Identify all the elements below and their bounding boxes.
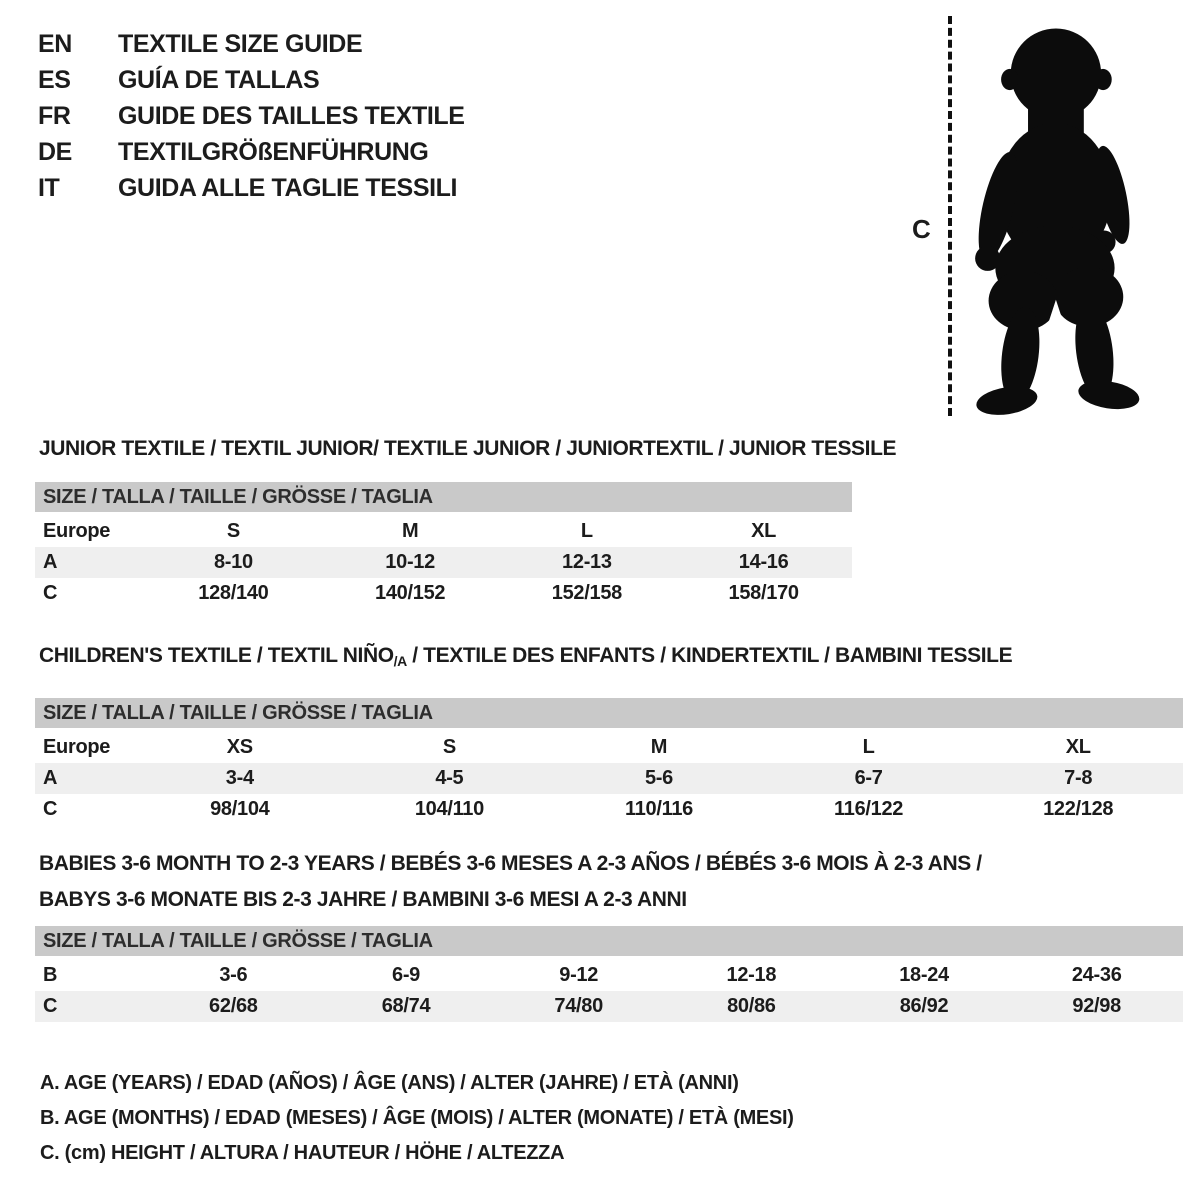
lang-code: EN xyxy=(38,30,72,58)
size-value-cell: L xyxy=(580,520,593,542)
legend-line-age-months: B. AGE (MONTHS) / EDAD (MESES) / ÂGE (MOIS) / ALTER (MONATE) / ETÀ (MESI) xyxy=(40,1107,794,1129)
size-value-cell: M xyxy=(650,736,668,758)
size-value-cell: M xyxy=(401,520,419,542)
size-value-cell: 3-4 xyxy=(225,767,254,789)
size-value-cell: 3-6 xyxy=(219,964,248,986)
size-value-cell: 18-24 xyxy=(899,964,949,986)
row-label: A xyxy=(43,551,58,573)
baby-silhouette-icon xyxy=(962,16,1146,420)
size-value-cell: S xyxy=(442,736,456,758)
size-value-cell: 12-13 xyxy=(562,551,612,573)
height-figure xyxy=(0,0,1200,430)
size-value-cell: 74/80 xyxy=(554,995,603,1017)
size-value-cell: 12-18 xyxy=(726,964,777,986)
size-value-cell: 116/122 xyxy=(834,798,904,820)
size-value-cell: 6-7 xyxy=(854,767,883,789)
size-value-cell: 9-12 xyxy=(559,964,599,986)
row-label: A xyxy=(43,767,58,789)
title-suffix: / TEXTILE DES ENFANTS / KINDERTEXTIL / BAMBINI TESSILE xyxy=(406,644,1013,667)
legend xyxy=(40,1066,794,1171)
lang-code: FR xyxy=(38,102,71,130)
title-prefix: CHILDREN'S TEXTILE / TEXTIL NIÑO xyxy=(39,644,394,667)
section-title: JUNIOR TEXTILE / TEXTIL JUNIOR/ TEXTILE JUNIOR / JUNIORTEXTIL / JUNIOR TESSILE xyxy=(39,437,897,460)
table-row-a xyxy=(35,547,852,578)
size-value-cell: 10-12 xyxy=(385,551,435,573)
size-value-cell: 140/152 xyxy=(375,582,446,604)
table-row-europe xyxy=(35,516,852,547)
size-value-cell: 7-8 xyxy=(1064,767,1093,789)
size-value-cell: 14-16 xyxy=(738,551,789,573)
children-size-table xyxy=(35,698,1183,825)
legend-line-height: C. (cm) HEIGHT / ALTURA / HAUTEUR / HÖHE / ALTEZZA xyxy=(40,1142,565,1164)
size-value-cell: 80/86 xyxy=(727,995,776,1017)
size-value-cell: S xyxy=(226,520,240,542)
section-children-textile xyxy=(35,644,1183,825)
size-value-cell: XL xyxy=(1065,736,1091,758)
lang-title: GUIDE DES TAILLES TEXTILE xyxy=(118,102,465,130)
table-row-c xyxy=(35,794,1183,825)
section-junior-textile xyxy=(35,437,897,609)
lang-code: ES xyxy=(38,66,71,94)
lang-title: GUIDA ALLE TAGLIE TESSILI xyxy=(118,174,458,202)
lang-title: TEXTILGRÖßENFÜHRUNG xyxy=(118,138,429,166)
size-value-cell: 122/128 xyxy=(1043,798,1114,820)
size-value-cell: 92/98 xyxy=(1072,995,1121,1017)
row-label: Europe xyxy=(43,736,111,758)
size-value-cell: L xyxy=(862,736,875,758)
size-value-cell: 62/68 xyxy=(209,995,258,1017)
height-measure-dashed-line xyxy=(948,16,952,416)
size-table-header: SIZE / TALLA / TAILLE / GRÖSSE / TAGLIA xyxy=(35,482,852,512)
size-value-cell: 86/92 xyxy=(899,995,949,1017)
lang-code: DE xyxy=(38,138,72,166)
section-title-line-1: BABIES 3-6 MONTH TO 2-3 YEARS / BEBÉS 3-6 MESES A 2-3 AÑOS / BÉBÉS 3-6 MOIS À 2-3 ANS / xyxy=(39,852,982,875)
size-value-cell: 24-36 xyxy=(1071,964,1122,986)
table-row-c xyxy=(35,991,1183,1022)
size-value-cell: 152/158 xyxy=(551,582,622,604)
size-value-cell: 6-9 xyxy=(392,964,421,986)
size-table-header: SIZE / TALLA / TAILLE / GRÖSSE / TAGLIA xyxy=(35,926,1183,956)
junior-size-table xyxy=(35,482,852,609)
lang-title: TEXTILE SIZE GUIDE xyxy=(118,30,363,58)
babies-size-table xyxy=(35,926,1183,1022)
size-value-cell: 68/74 xyxy=(381,995,431,1017)
row-label: C xyxy=(43,582,58,604)
size-value-cell: 104/110 xyxy=(414,798,484,820)
table-row-c xyxy=(35,578,852,609)
size-value-cell: 5-6 xyxy=(644,767,673,789)
section-title-line-2: BABYS 3-6 MONATE BIS 2-3 JAHRE / BAMBINI 3-6 MESI A 2-3 ANNI xyxy=(39,888,687,911)
section-title xyxy=(35,644,1183,673)
section-babies-textile xyxy=(35,846,1183,1022)
row-label: C xyxy=(43,798,58,820)
size-value-cell: XL xyxy=(751,520,777,542)
height-measure-label: C xyxy=(912,214,931,244)
lang-code: IT xyxy=(38,174,60,202)
size-value-cell: 158/170 xyxy=(728,582,799,604)
table-row-a xyxy=(35,763,1183,794)
size-value-cell: XS xyxy=(226,736,253,758)
size-value-cell: 128/140 xyxy=(198,582,269,604)
size-value-cell: 98/104 xyxy=(210,798,270,820)
table-row-b xyxy=(35,960,1183,991)
size-value-cell: 4-5 xyxy=(435,767,464,789)
title-subscript: /A xyxy=(393,653,407,669)
legend-line-age-years: A. AGE (YEARS) / EDAD (AÑOS) / ÂGE (ANS) / ALTER (JAHRE) / ETÀ (ANNI) xyxy=(40,1072,739,1094)
size-value-cell: 110/116 xyxy=(624,798,693,820)
size-table-header: SIZE / TALLA / TAILLE / GRÖSSE / TAGLIA xyxy=(35,698,1183,728)
size-value-cell: 8-10 xyxy=(213,551,253,573)
table-row-europe xyxy=(35,732,1183,763)
row-label: B xyxy=(43,964,58,986)
row-label: Europe xyxy=(43,520,111,542)
lang-title: GUÍA DE TALLAS xyxy=(118,66,320,94)
row-label: C xyxy=(43,995,58,1017)
